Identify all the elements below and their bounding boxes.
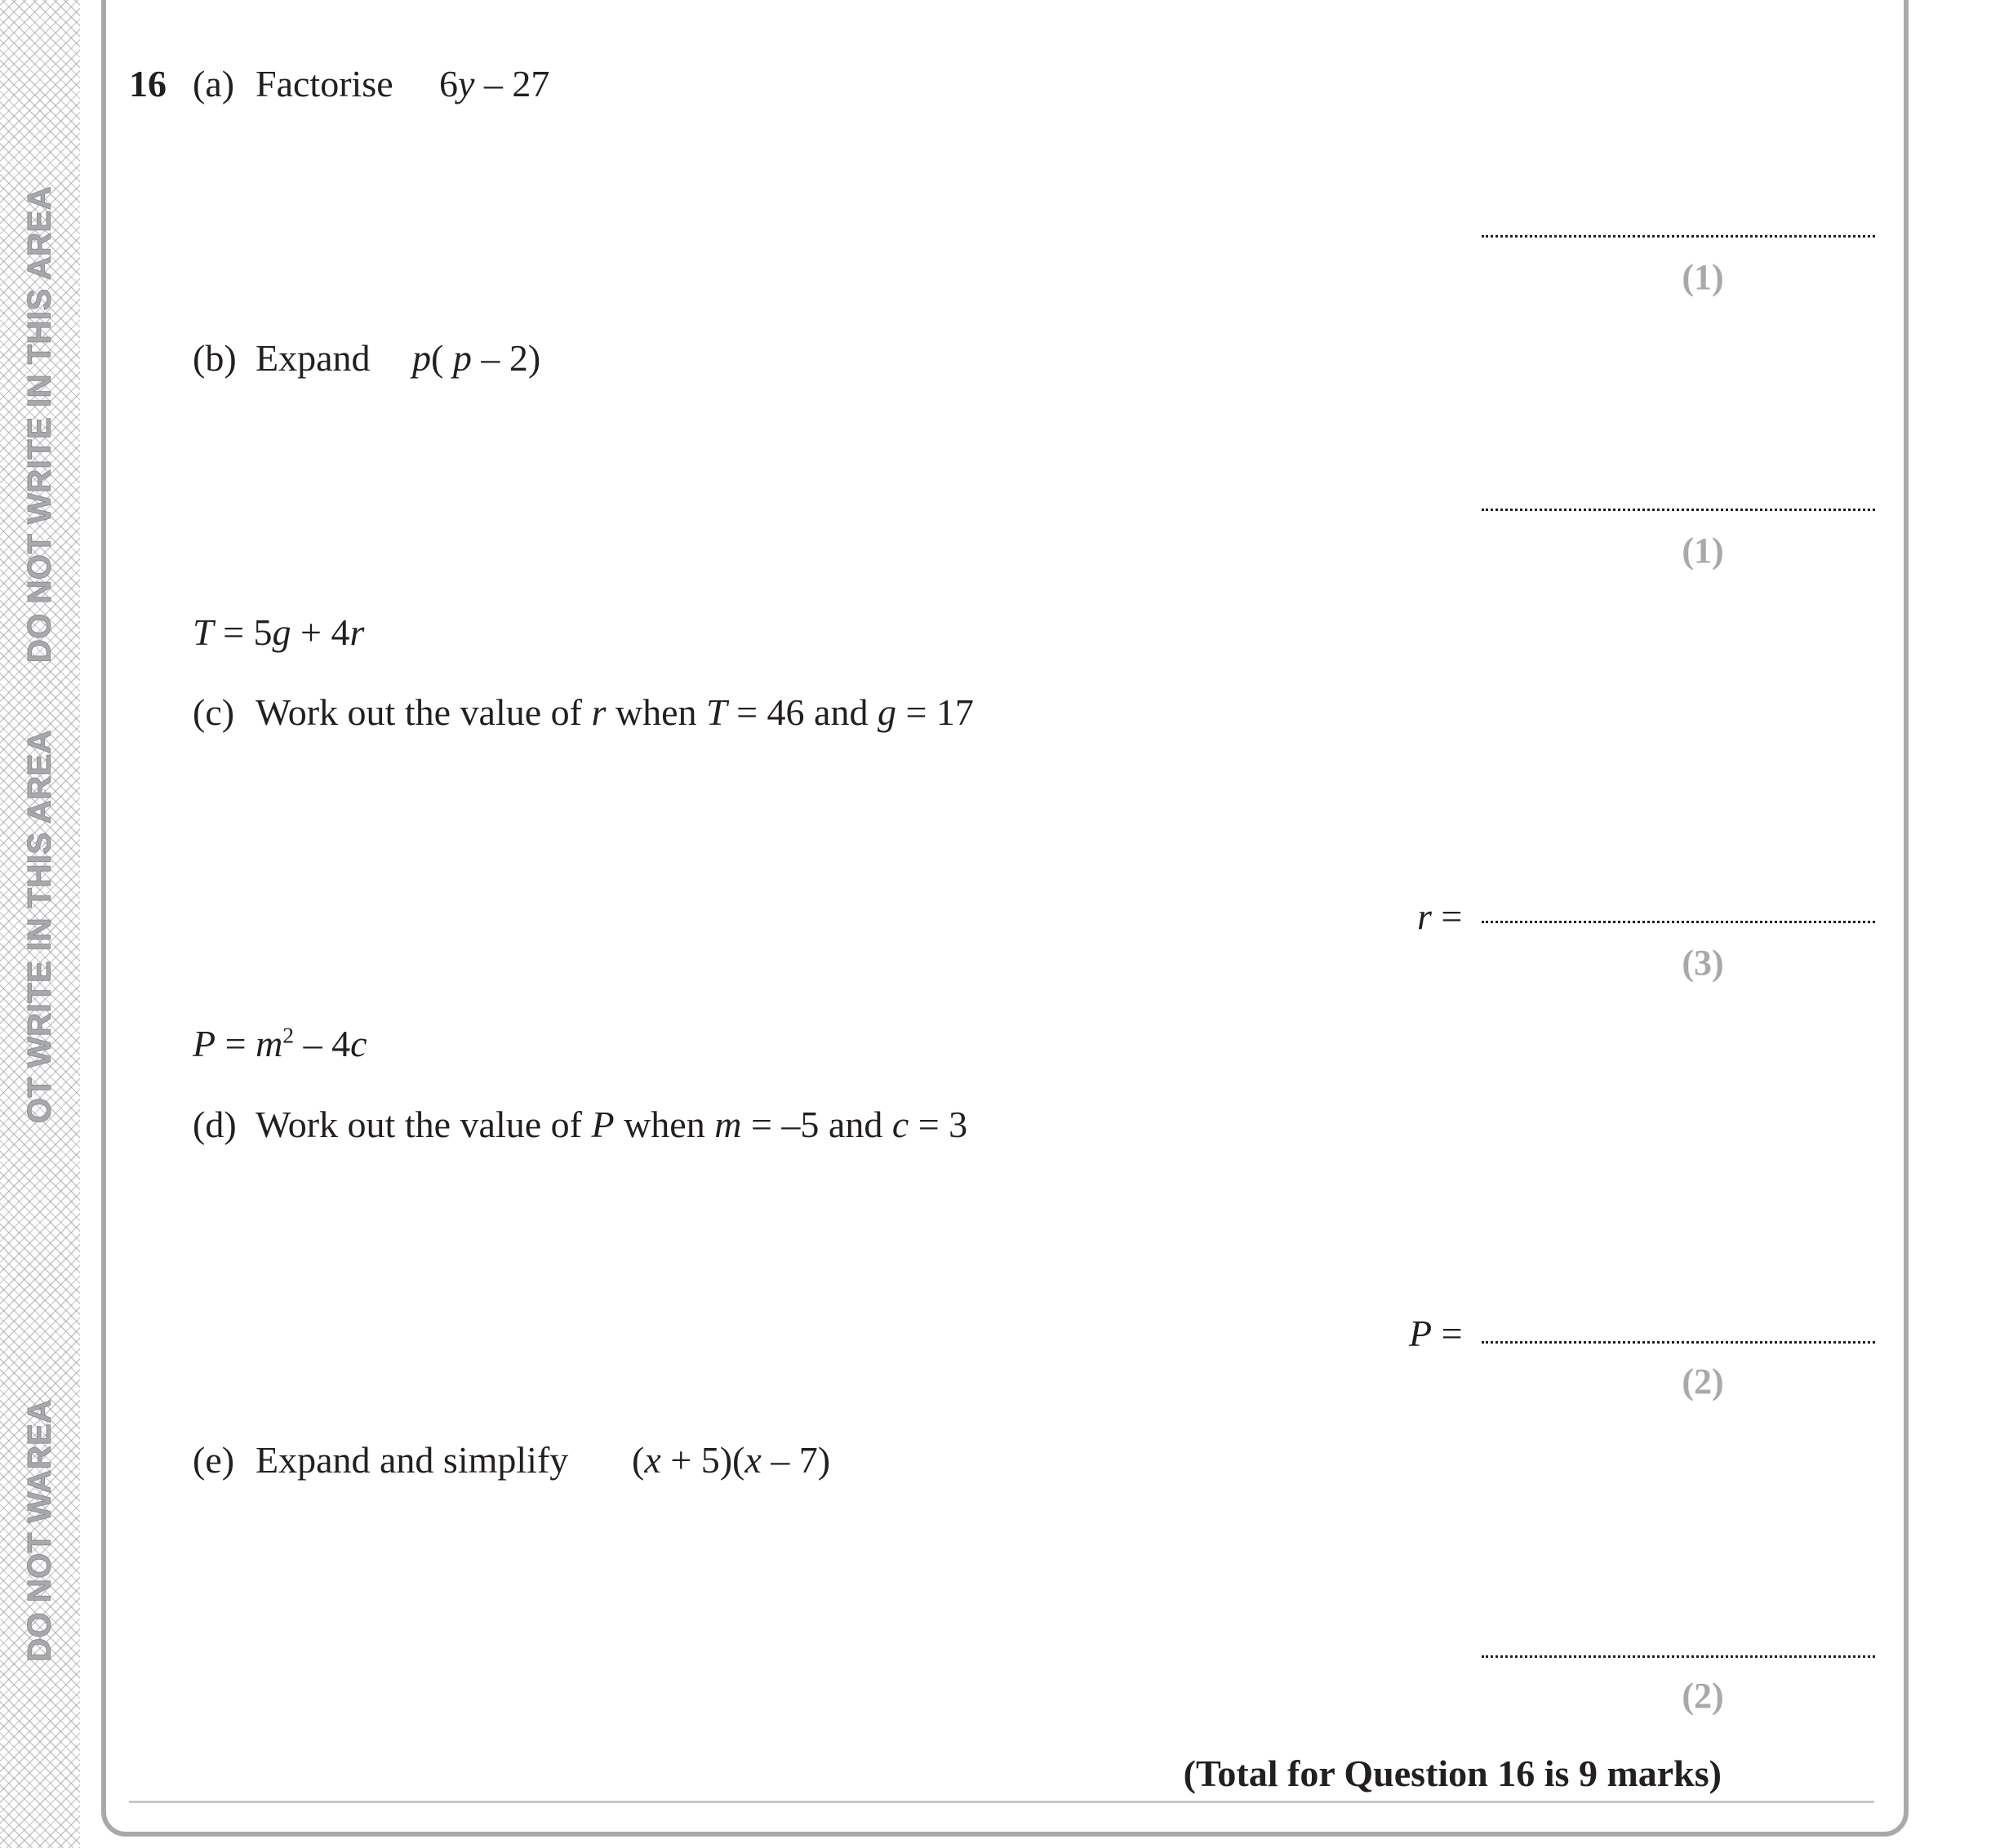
- margin-label: OT WRITE IN THIS AREA: [21, 729, 58, 1124]
- part-d-text: Work out the value of P when m = –5 and c = 3: [256, 1104, 968, 1145]
- part-label-a: (a): [193, 63, 235, 104]
- part-b-expression: p( p – 2): [412, 337, 541, 379]
- answer-line-d[interactable]: [1482, 1341, 1875, 1344]
- formula-d: $P = m^2 - 4c$: [193, 1022, 367, 1064]
- part-label-b: (b): [193, 337, 237, 379]
- mark-c: (3): [1682, 943, 1724, 983]
- question-total: (Total for Question 16 is 9 marks): [1183, 1752, 1722, 1794]
- part-label-d: (d): [193, 1104, 237, 1145]
- part-label-c: (c): [193, 691, 235, 733]
- part-label-e: (e): [193, 1439, 235, 1481]
- answer-line-c[interactable]: [1482, 921, 1875, 923]
- mark-e: (2): [1682, 1676, 1724, 1716]
- question-divider: [129, 1801, 1874, 1803]
- question-number: 16: [129, 63, 167, 104]
- margin-label: DO NOT WAREA: [21, 1399, 58, 1662]
- part-e-expression: (x + 5)(x – 7): [632, 1439, 831, 1481]
- answer-line-a[interactable]: [1482, 235, 1875, 238]
- part-c-text: Work out the value of r when T = 46 and g = 17: [256, 691, 974, 733]
- answer-line-b[interactable]: [1482, 509, 1875, 511]
- margin-label: DO NOT WRITE IN THIS AREA: [21, 185, 58, 664]
- part-b-text: Expand: [256, 337, 371, 379]
- page-frame: [101, 0, 1909, 1837]
- formula-c: T = 5g + 4r: [193, 611, 365, 653]
- mark-a: (1): [1682, 257, 1724, 297]
- answer-label-d: P =: [1409, 1313, 1463, 1354]
- mark-d: (2): [1682, 1362, 1724, 1402]
- mark-b: (1): [1682, 531, 1724, 571]
- part-a-expression: 6y – 27: [439, 63, 550, 104]
- part-e-text: Expand and simplify: [256, 1439, 569, 1481]
- part-a-text: Factorise: [256, 63, 393, 104]
- margin-strip: [0, 0, 80, 1848]
- answer-line-e[interactable]: [1482, 1655, 1875, 1658]
- answer-label-c: r =: [1417, 895, 1463, 937]
